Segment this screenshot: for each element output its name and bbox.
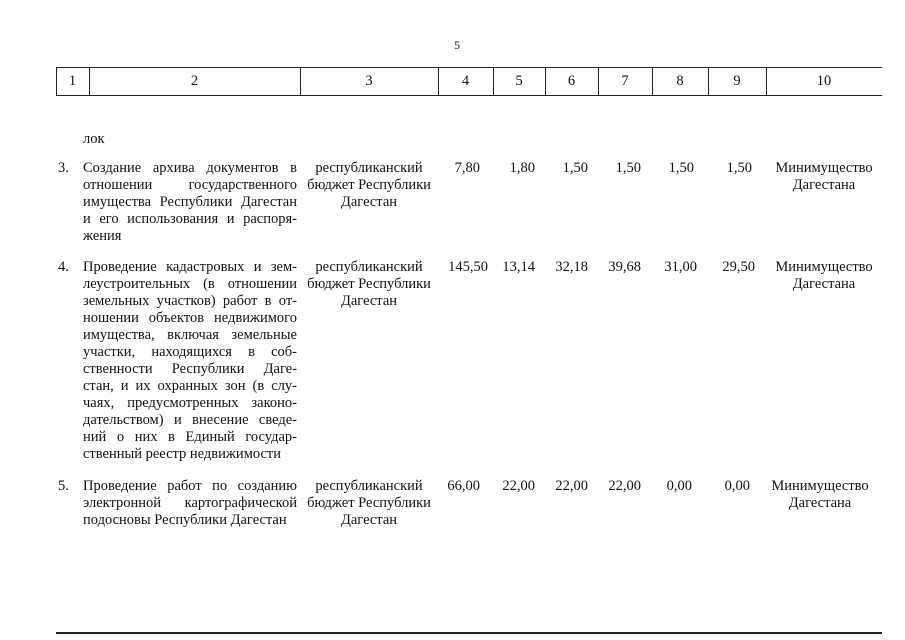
header-col-3: 3 bbox=[365, 73, 373, 89]
row-description-line: чаях, предусмотренных законо- bbox=[83, 395, 297, 411]
header-col-1: 1 bbox=[68, 73, 77, 89]
row-description-line: земельных участков) работ в от- bbox=[83, 293, 297, 309]
value-col-5: 22,00 bbox=[502, 478, 535, 494]
header-col-5: 5 bbox=[515, 73, 523, 89]
row-number: 5. bbox=[58, 478, 69, 494]
funding-source-line: бюджет Республики bbox=[307, 177, 431, 193]
funding-source-line: Дагестан bbox=[340, 293, 398, 309]
page-number: 5 bbox=[454, 38, 460, 52]
row-number: 3. bbox=[58, 160, 69, 176]
row-description-line: электронной картографической bbox=[83, 495, 297, 511]
header-col-8: 8 bbox=[676, 73, 684, 89]
value-col-6: 22,00 bbox=[555, 478, 588, 494]
header-bottom-border bbox=[56, 95, 882, 96]
executor-line: Минимущество bbox=[775, 160, 873, 176]
executor-line: Дагестана bbox=[788, 495, 852, 511]
row-description-line: дательством) и внесение сведе- bbox=[83, 412, 297, 428]
value-col-9: 0,00 bbox=[724, 478, 750, 494]
row-description-line: леустроительных (в отношении bbox=[83, 276, 297, 292]
funding-source-line: бюджет Республики bbox=[307, 495, 431, 511]
value-col-4: 7,80 bbox=[454, 160, 480, 176]
row-description-line: стан, и их охранных зон (в слу- bbox=[83, 378, 297, 394]
row-number: 4. bbox=[58, 259, 69, 275]
row-description-line: имущества, включая земельные bbox=[83, 327, 297, 343]
header-col-2: 2 bbox=[190, 73, 199, 89]
value-col-8: 31,00 bbox=[664, 259, 697, 275]
header-top-border bbox=[56, 67, 882, 68]
value-col-7: 1,50 bbox=[615, 160, 641, 176]
value-col-7: 39,68 bbox=[608, 259, 641, 275]
executor-line: Дагестана bbox=[792, 276, 856, 292]
value-col-9: 29,50 bbox=[722, 259, 755, 275]
row-description-line: ний о них в Единый государ- bbox=[83, 429, 297, 445]
value-col-9: 1,50 bbox=[726, 160, 752, 176]
value-col-7: 22,00 bbox=[608, 478, 641, 494]
header-col-7: 7 bbox=[621, 73, 629, 89]
funding-source-line: республиканский bbox=[315, 160, 423, 176]
header-col-10: 10 bbox=[816, 73, 832, 89]
row-description-line: отношении государственного bbox=[83, 177, 297, 193]
row-description-line: и его использования и распоря- bbox=[83, 211, 297, 227]
value-col-4: 66,00 bbox=[447, 478, 480, 494]
row-description-line: ственный реестр недвижимости bbox=[83, 446, 282, 462]
executor-line: Дагестана bbox=[792, 177, 856, 193]
value-col-5: 13,14 bbox=[502, 259, 535, 275]
row-description-line: подосновы Республики Дагестан bbox=[83, 512, 287, 528]
value-col-8: 0,00 bbox=[666, 478, 692, 494]
funding-source-line: республиканский bbox=[315, 478, 423, 494]
header-col-6: 6 bbox=[567, 73, 576, 89]
row-description-line: ношении объектов недвижимого bbox=[83, 310, 297, 326]
header-col-4: 4 bbox=[461, 73, 470, 89]
executor-line: Минимущество bbox=[775, 259, 873, 275]
row-description-line: участки, находящихся в соб- bbox=[83, 344, 297, 360]
header-col-9: 9 bbox=[733, 73, 741, 89]
value-col-6: 32,18 bbox=[555, 259, 588, 275]
executor-line: Минимущество bbox=[771, 478, 869, 494]
page-bottom-border bbox=[56, 632, 882, 634]
continuation-text: лок bbox=[83, 131, 105, 147]
funding-source-line: Дагестан bbox=[340, 194, 398, 210]
row-description-line: жения bbox=[83, 228, 122, 244]
funding-source-line: Дагестан bbox=[340, 512, 398, 528]
row-description-line: ственности Республики Даге- bbox=[83, 361, 297, 377]
value-col-4: 145,50 bbox=[448, 259, 488, 275]
funding-source-line: республиканский bbox=[315, 259, 423, 275]
value-col-5: 1,80 bbox=[509, 160, 535, 176]
row-description-line: Проведение кадастровых и зем- bbox=[83, 259, 297, 275]
value-col-6: 1,50 bbox=[562, 160, 588, 176]
row-description-line: имущества Республики Дагестан bbox=[83, 194, 297, 210]
row-description-line: Проведение работ по созданию bbox=[83, 478, 297, 494]
funding-source-line: бюджет Республики bbox=[307, 276, 431, 292]
value-col-8: 1,50 bbox=[668, 160, 694, 176]
row-description-line: Создание архива документов в bbox=[83, 160, 297, 176]
